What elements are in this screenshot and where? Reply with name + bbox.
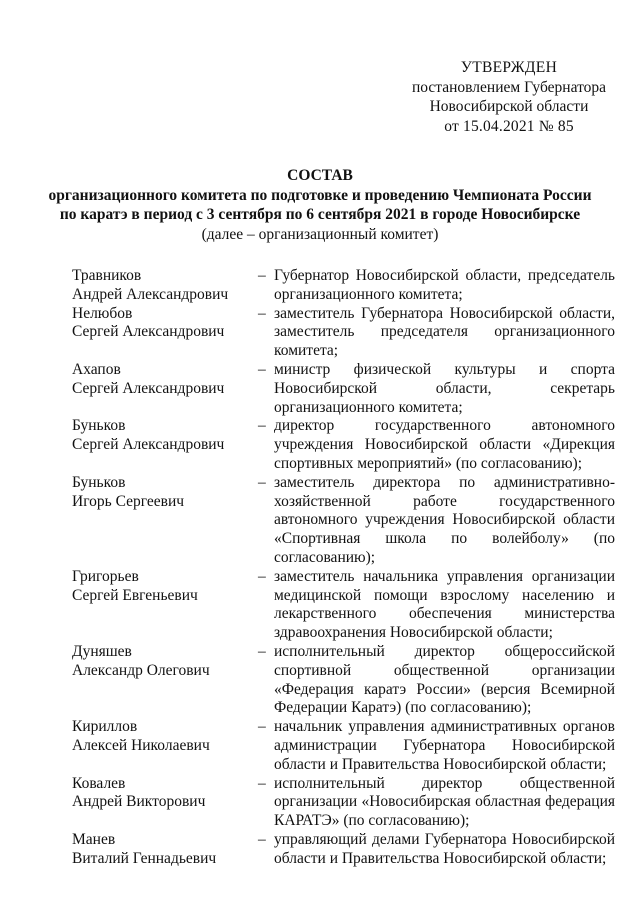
member-given-names: Сергей Александрович bbox=[72, 436, 225, 454]
approval-line-2: Новосибирской области bbox=[429, 98, 589, 115]
member-row bbox=[72, 417, 615, 473]
approval-block bbox=[394, 58, 624, 136]
approval-date: от 15.04.2021 № 85 bbox=[444, 117, 574, 135]
member-role: управляющий делами Губернатора Новосибирской области и Правительства Новосибирской области; bbox=[274, 830, 615, 867]
member-role: заместитель Губернатора Новосибирской области, заместитель председателя организационного комитета; bbox=[274, 304, 615, 360]
member-role: директор государственного автономного учреждения Новосибирской области «Дирекция спортивных мероприятий» (по согласованию); bbox=[274, 417, 615, 472]
member-surname: Буньков bbox=[72, 473, 126, 491]
member-surname: Нелюбов bbox=[72, 304, 133, 322]
member-dash: – bbox=[258, 774, 266, 792]
member-row bbox=[72, 831, 615, 869]
member-row bbox=[72, 568, 615, 643]
member-role: исполнительный директор общероссийской спортивной общественной организации «Федерация каратэ России» (версия Всемирной Федерации Каратэ) (по согласованию); bbox=[274, 642, 615, 717]
member-row bbox=[72, 643, 615, 718]
member-given-names: Сергей Александрович bbox=[72, 379, 225, 397]
member-name bbox=[72, 718, 258, 774]
member-surname: Дуняшев bbox=[72, 642, 132, 660]
title-note: (далее – организационный комитет) bbox=[201, 225, 439, 243]
member-role: заместитель начальника управления организации медицинской помощи взрослому населению и лекарственного обеспечения министерства здравоохранения Новосибирской области; bbox=[274, 567, 615, 642]
title-heading: СОСТАВ bbox=[287, 167, 353, 184]
member-dash: – bbox=[258, 473, 266, 491]
member-name bbox=[72, 361, 258, 417]
member-role: Губернатор Новосибирской области, председатель организационного комитета; bbox=[274, 267, 615, 303]
member-name bbox=[72, 417, 258, 473]
member-row bbox=[72, 267, 615, 305]
members-list bbox=[72, 267, 615, 869]
member-given-names: Алексей Николаевич bbox=[72, 736, 210, 754]
member-name bbox=[72, 267, 258, 305]
member-name bbox=[72, 643, 258, 718]
approval-line-1: постановлением Губернатора bbox=[411, 78, 607, 96]
member-row bbox=[72, 718, 615, 774]
document-title bbox=[40, 166, 600, 244]
member-given-names: Александр Олегович bbox=[72, 661, 210, 679]
member-name bbox=[72, 474, 258, 568]
member-surname: Манев bbox=[72, 830, 116, 848]
member-dash: – bbox=[258, 417, 266, 435]
member-surname: Травников bbox=[72, 267, 142, 284]
member-given-names: Виталий Геннадьевич bbox=[72, 849, 217, 867]
member-role: начальник управления административных органов администрации Губернатора Новосибирской области и Правительства Новосибирской области; bbox=[274, 718, 615, 773]
title-subtitle-line-1: организационного комитета по подготовке и проведению Чемпионата России bbox=[48, 186, 592, 204]
member-surname: Буньков bbox=[72, 417, 126, 435]
member-given-names: Сергей Александрович bbox=[72, 323, 225, 341]
member-row bbox=[72, 361, 615, 417]
member-role: министр физической культуры и спорта Новосибирской области, секретарь организационного комитета; bbox=[274, 360, 615, 416]
member-dash: – bbox=[258, 304, 266, 322]
member-row bbox=[72, 305, 615, 361]
member-row bbox=[72, 474, 615, 568]
member-dash: – bbox=[258, 567, 266, 585]
member-dash: – bbox=[258, 642, 266, 660]
member-given-names: Игорь Сергеевич bbox=[72, 492, 185, 510]
title-subtitle-line-2: по каратэ в период с 3 сентября по 6 сентября 2021 в городе Новосибирске bbox=[59, 206, 581, 223]
member-dash: – bbox=[258, 267, 266, 284]
member-given-names: Андрей Александрович bbox=[72, 285, 229, 303]
member-name bbox=[72, 775, 258, 831]
member-dash: – bbox=[258, 360, 266, 378]
member-name bbox=[72, 568, 258, 643]
member-dash: – bbox=[258, 830, 266, 848]
member-name bbox=[72, 831, 258, 869]
member-role: исполнительный директор общественной организации «Новосибирская областная федерация КАРАТЭ» (по согласованию); bbox=[274, 774, 615, 830]
member-dash: – bbox=[258, 718, 266, 736]
member-given-names: Сергей Евгеньевич bbox=[72, 586, 198, 604]
approval-stamp: УТВЕРЖДЕН bbox=[460, 59, 558, 76]
member-surname: Ковалев bbox=[72, 774, 126, 792]
member-row bbox=[72, 775, 615, 831]
member-role: заместитель директора по административно-хозяйственной работе государственного автономного учреждения Новосибирской области «Спортивная школа по волейболу» (по согласованию); bbox=[274, 473, 615, 566]
member-surname: Ахапов bbox=[72, 360, 121, 378]
member-given-names: Андрей Викторович bbox=[72, 793, 206, 811]
member-name bbox=[72, 305, 258, 361]
member-surname: Кириллов bbox=[72, 718, 138, 736]
member-surname: Григорьев bbox=[72, 567, 139, 585]
